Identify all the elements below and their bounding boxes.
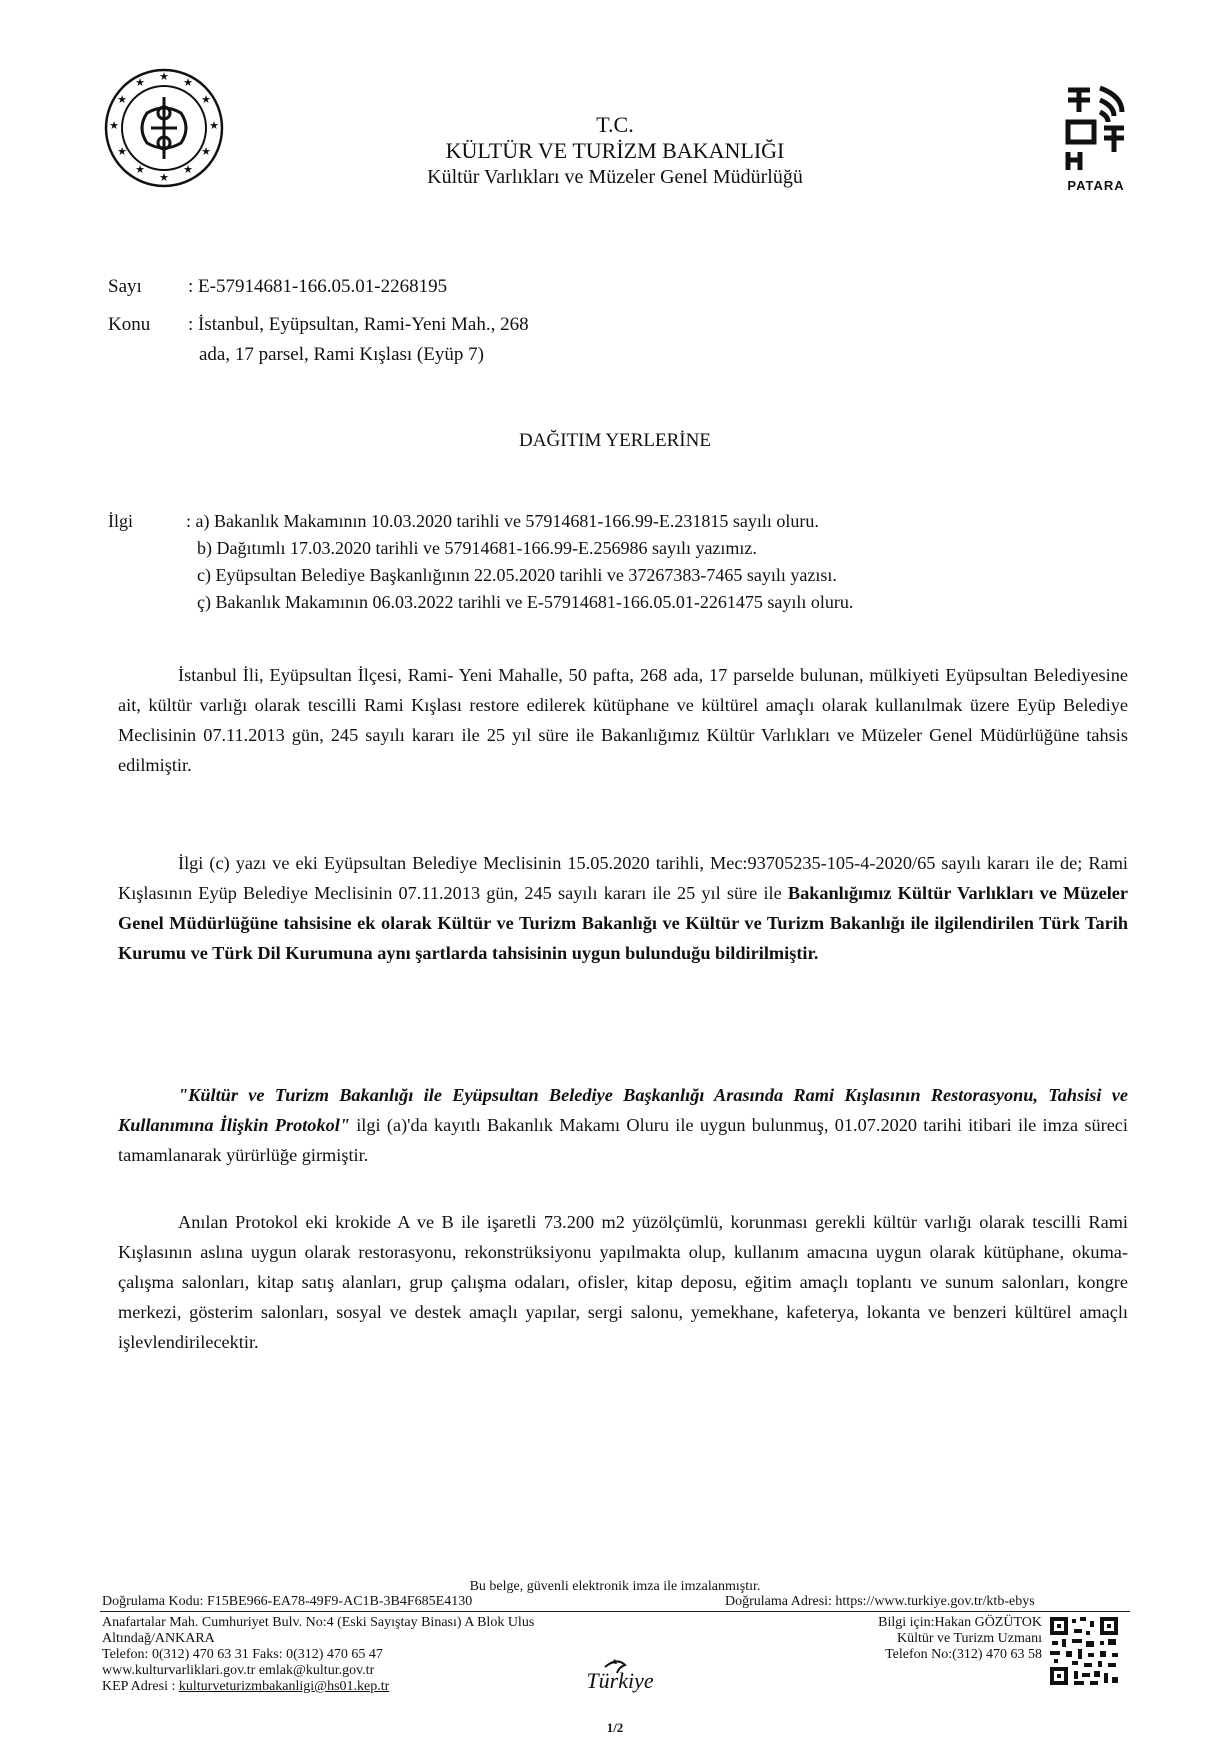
document-meta xyxy=(108,272,808,372)
qr-code-icon xyxy=(1048,1615,1120,1687)
svg-text:★: ★ xyxy=(135,76,145,89)
address-line-2: Altındağ/ANKARA xyxy=(102,1631,215,1646)
paragraph-1 xyxy=(118,660,1128,780)
paragraph-2-bold-text: Bakanlığımız Kültür Varlıkları ve Müzeler Genel Müdürlüğüne tahsisine ek olarak Kültür ve Turizm Bakanlığı ve Kültür ve Turizm Bakanlığı ile ilgilendirilen Türk Tarih Kurumu ve Türk Dil Kurumuna aynı şartlarda tahsisinin uygun bulunduğu bildirilmiştir. xyxy=(118,883,1129,963)
header-directorate: Kültür Varlıkları ve Müzeler Genel Müdürlüğü xyxy=(427,166,803,188)
footer-divider xyxy=(100,1611,1130,1612)
svg-text:★: ★ xyxy=(183,76,193,89)
paragraph-3-text: ilgi (a)'da kayıtlı Bakanlık Makamı Oluru ile uygun bulunmuş, 01.07.2020 tarihi itibari ile imza süreci tamamlanarak yürürlüğe girmiştir. xyxy=(118,1115,1128,1165)
kep-address xyxy=(102,1679,702,1695)
sayi-value: : E-57914681-166.05.01-2268195 xyxy=(188,276,448,297)
svg-text:★: ★ xyxy=(183,163,193,176)
ministry-seal-logo xyxy=(103,67,225,189)
paragraph-4-text: Anılan Protokol eki krokide A ve B ile işaretli 73.200 m2 yüzölçümlü, korunması gerekli kültür varlığı olarak tescilli Rami Kışlasının aslına uygun olarak restorasyonu, rekonstrüksiyonu yapılmakta olup, kullanım amacına uygun olarak kütüphane, okuma-çalışma salonları, kitap satış alanları, grup çalışma odaları, ofisler, kitap deposu, eğitim amaçlı toplantı ve sunum salonları, kongre merkezi, gösterim salonları, sosyal ve destek amaçlı yapılar, sergi salonu, yemekhane, kafeterya, lokanta ve benzeri kültürel amaçlı işlevlendirilecektir. xyxy=(118,1212,1128,1352)
verification-code: Doğrulama Kodu: F15BE966-EA78-49F9-AC1B-3B4F685E4130 xyxy=(102,1594,473,1609)
ilgi-item-a: : a) Bakanlık Makamının 10.03.2020 tarihli ve 57914681-166.99-E.231815 sayılı oluru. xyxy=(186,511,819,531)
ilgi-item-b: b) Dağıtımlı 17.03.2020 tarihli ve 57914681-166.99-E.256986 sayılı yazımız. xyxy=(197,538,757,558)
web-email: www.kulturvarliklari.gov.tr emlak@kultur.gov.tr xyxy=(102,1663,375,1678)
paragraph-3 xyxy=(118,1080,1128,1170)
recipient-heading: DAĞITIM YERLERİNE xyxy=(519,430,711,451)
konu-label: Konu xyxy=(108,314,151,335)
ilgi-item-c: c) Eyüpsultan Belediye Başkanlığının 22.05.2020 tarihli ve 37267383-7465 sayılı yazısı. xyxy=(197,565,837,585)
header-tc: T.C. xyxy=(596,112,634,137)
konu-value-line1: : İstanbul, Eyüpsultan, Rami-Yeni Mah., 268 xyxy=(188,314,529,335)
svg-text:★: ★ xyxy=(201,93,211,106)
verification-address: Doğrulama Adresi: https://www.turkiye.gov.tr/ktb-ebys xyxy=(725,1594,1035,1609)
turkiye-logo-text: Türkiye xyxy=(586,1668,654,1693)
paragraph-2-text: İlgi (c) yazı ve eki Eyüpsultan Belediye Meclisinin 15.05.2020 tarihli, Mec:93705235-105-4-2020/65 sayılı kararı ile de; Rami Kışlasının Eyüp Belediye Meclisinin 07.11.2013 gün, 245 sayılı kararı ile 25 yıl süre ile xyxy=(118,853,1128,903)
references-block xyxy=(108,508,1108,628)
phone-fax: Telefon: 0(312) 470 63 31 Faks: 0(312) 470 65 47 xyxy=(102,1647,383,1662)
page-number: 1/2 xyxy=(606,1720,624,1735)
contact-info xyxy=(780,1615,1042,1663)
kep-label: KEP Adresi : xyxy=(102,1679,179,1694)
svg-text:★: ★ xyxy=(159,70,169,83)
sayi-label: Sayı xyxy=(108,276,142,297)
svg-text:★: ★ xyxy=(135,163,145,176)
svg-text:★: ★ xyxy=(109,119,119,132)
ilgi-item-c-cedilla: ç) Bakanlık Makamının 06.03.2022 tarihli ve E-57914681-166.05.01-2261475 sayılı oluru. xyxy=(197,592,854,612)
address-line-1: Anafartalar Mah. Cumhuriyet Bulv. No:4 (Eski Sayıştay Binası) A Blok Ulus xyxy=(102,1615,535,1630)
esign-note: Bu belge, güvenli elektronik imza ile imzalanmıştır. xyxy=(469,1579,761,1594)
svg-text:★: ★ xyxy=(117,93,127,106)
konu-value-line2: ada, 17 parsel, Rami Kışlası (Eyüp 7) xyxy=(199,344,484,365)
letterhead xyxy=(300,112,930,190)
info-title: Kültür ve Turizm Uzmanı xyxy=(896,1631,1042,1646)
info-phone: Telefon No:(312) 470 63 58 xyxy=(885,1647,1042,1662)
ilgi-list xyxy=(186,508,1086,616)
info-name: Bilgi için:Hakan GÖZÜTOK xyxy=(878,1615,1042,1630)
ilgi-label: İlgi xyxy=(108,511,133,531)
protocol-title: "Kültür ve Turizm Bakanlığı ile Eyüpsultan Belediye Başkanlığı Arasında Rami Kışlasının Restorasyonu, Tahsisi ve Kullanımına İlişkin Protokol" xyxy=(118,1085,1128,1135)
header-ministry: KÜLTÜR VE TURİZM BAKANLIĞI xyxy=(445,138,785,163)
patara-logo xyxy=(1060,82,1132,202)
paragraph-4 xyxy=(118,1207,1128,1357)
svg-text:★: ★ xyxy=(117,145,127,158)
svg-text:★: ★ xyxy=(201,145,211,158)
turkiye-bird-icon xyxy=(565,1655,675,1705)
paragraph-1-text: İstanbul İli, Eyüpsultan İlçesi, Rami- Yeni Mahalle, 50 pafta, 268 ada, 17 parselde bulunan, mülkiyeti Eyüpsultan Belediyesine ait, kültür varlığı olarak tescilli Rami Kışlası restore edilerek kütüphane ve kültürel amaçlı olarak kullanılmak üzere Eyüp Belediye Meclisinin 07.11.2013 gün, 245 sayılı kararı ile 25 yıl süre ile Bakanlığımız Kültür Varlıkları ve Müzeler Genel Müdürlüğüne tahsis edilmiştir. xyxy=(118,665,1128,775)
kep-value: kulturveturizmbakanligi@hs01.kep.tr xyxy=(178,1679,390,1694)
address-block xyxy=(102,1615,702,1695)
svg-text:★: ★ xyxy=(159,171,169,184)
patara-logo-text: PATARA xyxy=(1067,178,1125,193)
svg-text:★: ★ xyxy=(209,119,219,132)
patara-emblem-icon xyxy=(1060,82,1132,174)
turkiye-logo xyxy=(565,1655,675,1705)
paragraph-2 xyxy=(118,848,1128,968)
